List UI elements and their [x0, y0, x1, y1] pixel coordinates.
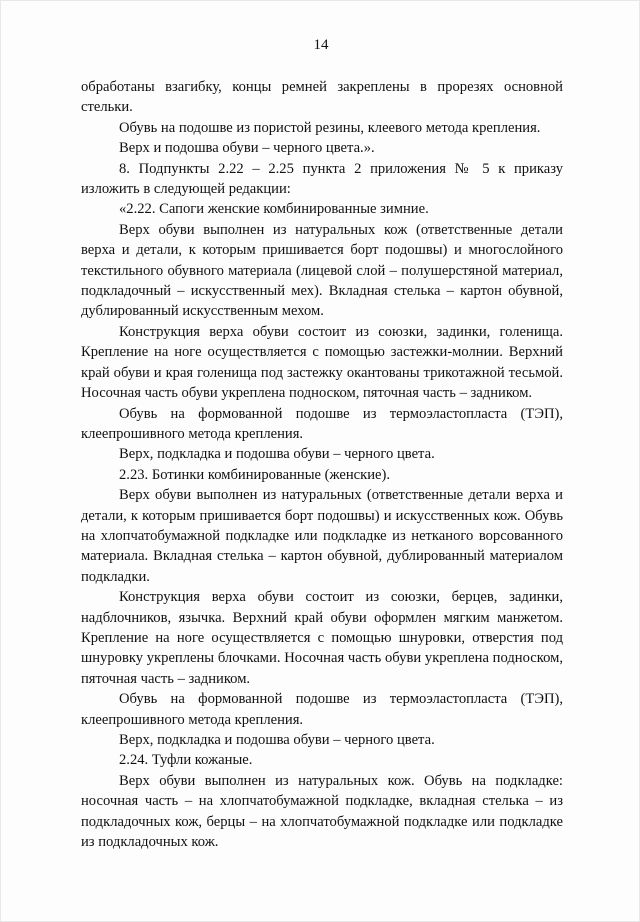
paragraph: Обувь на подошве из пористой резины, клеевого метода крепления.	[119, 119, 541, 136]
paragraph: обработаны взагибку, концы ремней закреплены в прорезях основной стельки.	[81, 79, 563, 116]
section-heading: 2.23. Ботинки комбинированные (женские).	[119, 466, 391, 483]
paragraph: Верх обуви выполнен из натуральных (ответственные детали верха и детали, к которым пришивается борт подошвы) и искусственных кож. Обувь на хлопчатобумажной подкладке или подкладке из нетканого ворсованного материала. Вкладная стелька – картон обувной, дублированный материалом подкладки.	[81, 487, 563, 585]
page-number: 14	[313, 37, 329, 53]
section-heading: «2.22. Сапоги женские комбинированные зимние.	[119, 201, 429, 218]
document-body	[81, 77, 563, 852]
paragraph: Верх обуви выполнен из натуральных кож (ответственные детали верха и детали, к которым пришивается борт подошвы) и многослойного текстильного обувного материала (лицевой слой – полушерстяной материал, подкладочный – искусственный мех). Вкладная стелька – картон обувной, дублированный искусственным мехом.	[81, 221, 563, 320]
paragraph: Конструкция верха обуви состоит из союзки, задинки, голенища. Крепление на ноге осуществляется с помощью застежки-молнии. Верхний край обуви и края голенища под застежку окантованы трикотажной тесьмой. Носочная часть обуви укреплена подноском, пяточная часть – задником.	[81, 323, 563, 402]
paragraph: Верх, подкладка и подошва обуви – черного цвета.	[119, 732, 435, 748]
paragraph: Верх и подошва обуви – черного цвета.».	[119, 140, 375, 157]
paragraph: Конструкция верха обуви состоит из союзки, берцев, задинки, надблочников, язычка. Верхний край обуви оформлен мягким манжетом. Крепление на ноге осуществляется с помощью шнуровки, отверстия под шнуровку укреплены блочками. Носочная часть обуви укреплена подноском, пяточная часть – задником.	[81, 589, 563, 687]
paragraph: Верх обуви выполнен из натуральных кож. Обувь на подкладке: носочная часть – на хлопчатобумажной подкладке, вкладная стелька – из подкладочных кож, берцы – на хлопчатобумажной подкладке или подкладке из подкладочных кож.	[81, 772, 563, 851]
section-heading: 2.24. Туфли кожаные.	[119, 752, 253, 769]
paragraph: Обувь на формованной подошве из термоэластопласта (ТЭП), клеепрошивного метода крепления.	[81, 691, 563, 728]
paragraph: 8. Подпункты 2.22 – 2.25 пункта 2 приложения № 5 к приказу изложить в следующей редакции:	[81, 160, 563, 198]
paragraph: Обувь на формованной подошве из термоэластопласта (ТЭП), клеепрошивного метода крепления.	[81, 405, 563, 442]
paragraph: Верх, подкладка и подошва обуви – черного цвета.	[119, 446, 435, 463]
